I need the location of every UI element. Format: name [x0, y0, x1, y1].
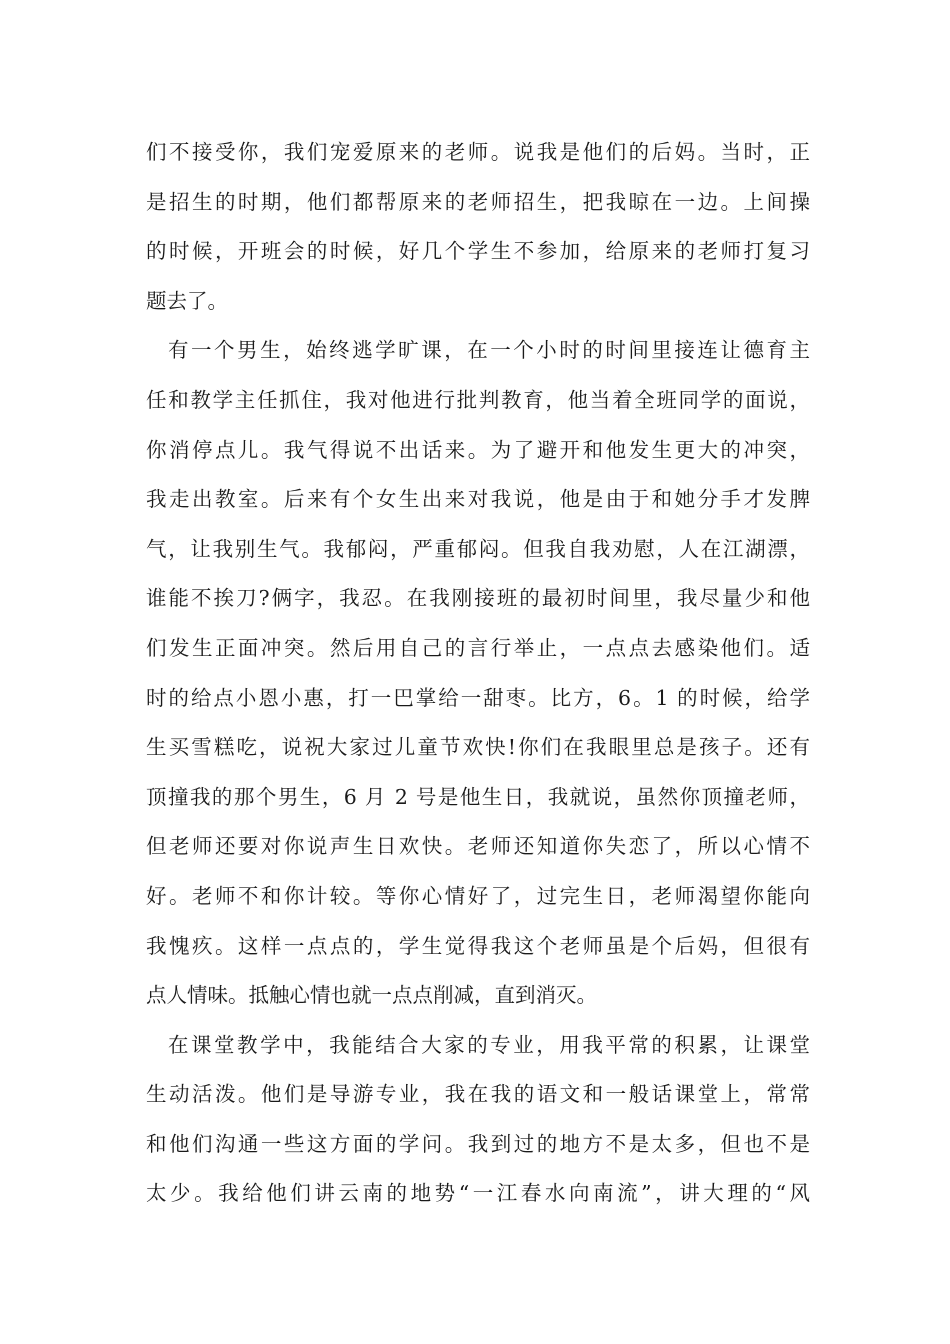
text-line: 们发生正面冲突。然后用自己的言行举止，一点点去感染他们。适: [146, 635, 810, 660]
paragraph: [146, 128, 810, 326]
text-line: 我愧疚。这样一点点的，学生觉得我这个老师虽是个后妈，但很有: [146, 933, 810, 958]
text-line: 点人情味。抵触心情也就一点点削减，直到消灭。: [146, 983, 597, 1008]
text-line: 生买雪糕吃，说祝大家过儿童节欢快!你们在我眼里总是孩子。还有: [146, 735, 810, 760]
text-line: 你消停点儿。我气得说不出话来。为了避开和他发生更大的冲突，: [146, 437, 810, 462]
text-line: 顶撞我的那个男生，6 月 2 号是他生日，我就说，虽然你顶撞老师，: [146, 784, 810, 809]
paragraph: [146, 1021, 810, 1219]
text-line: 们不接受你，我们宠爱原来的老师。说我是他们的后妈。当时，正: [146, 140, 810, 164]
text-line: 有一个男生，始终逃学旷课，在一个小时的时间里接连让德育主: [168, 338, 810, 363]
text-line: 的时候，开班会的时候，好几个学生不参加，给原来的老师打复习: [146, 239, 810, 264]
text-line: 任和教学主任抓住，我对他进行批判教育，他当着全班同学的面说，: [146, 387, 810, 412]
text-line: 谁能不挨刀?俩字，我忍。在我刚接班的最初时间里，我尽量少和他: [146, 586, 810, 611]
text-line: 但老师还要对你说声生日欢快。老师还知道你失恋了，所以心情不: [146, 834, 810, 859]
text-line: 时的给点小恩小惠，打一巴掌给一甜枣。比方，6。1 的时候，给学: [146, 685, 810, 710]
text-line: 我走出教室。后来有个女生出来对我说，他是由于和她分手才发脾: [146, 487, 810, 512]
text-line: 在课堂教学中，我能结合大家的专业，用我平常的积累，让课堂: [168, 1032, 810, 1057]
text-line: 生动活泼。他们是导游专业，我在我的语文和一般话课堂上，常常: [146, 1082, 810, 1107]
document-body: [146, 128, 810, 1219]
text-line: 是招生的时期，他们都帮原来的老师招生，把我晾在一边。上间操: [146, 189, 810, 214]
text-line: 和他们沟通一些这方面的学问。我到过的地方不是太多，但也不是: [146, 1131, 810, 1156]
paragraph: [146, 326, 810, 1020]
text-line: 气，让我别生气。我郁闷，严重郁闷。但我自我劝慰，人在江湖漂，: [146, 536, 810, 561]
text-line: 题去了。: [146, 288, 228, 313]
text-line: 好。老师不和你计较。等你心情好了，过完生日，老师渴望你能向: [146, 883, 810, 908]
text-line: 太少。我给他们讲云南的地势“一江春水向南流”，讲大理的“风: [146, 1181, 810, 1206]
